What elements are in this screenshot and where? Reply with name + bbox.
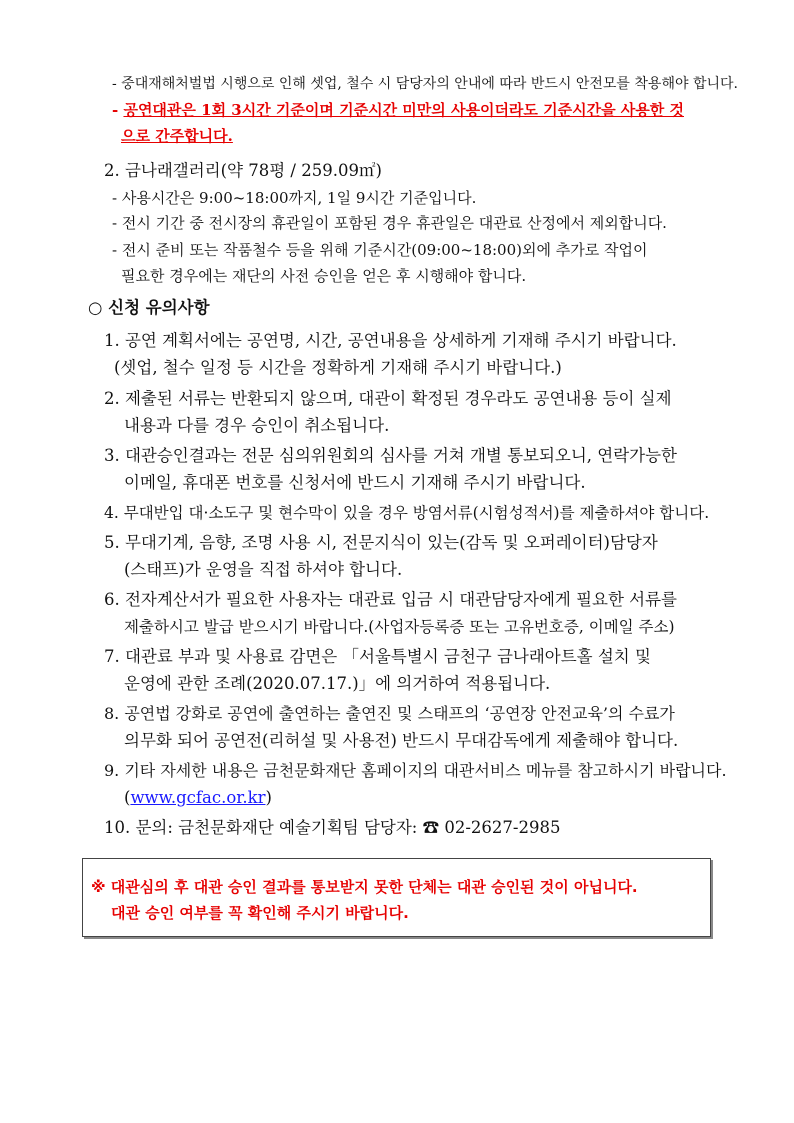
- website-link[interactable]: www.gcfac.or.kr: [130, 788, 266, 807]
- note-7-cont: 운영에 관한 조례(2020.07.17.)」에 의거하여 적용됩니다.: [124, 674, 551, 693]
- note-2-cont: 내용과 다를 경우 승인이 취소됩니다.: [124, 416, 390, 435]
- note-6-cont: 제출하시고 발급 받으시기 바랍니다.(사업자등록증 또는 고유번호증, 이메일 주소): [124, 618, 675, 636]
- note-3: 3. 대관승인결과는 전문 심의위원회의 심사를 거쳐 개별 통보되오니, 연락가능한: [104, 446, 677, 465]
- red-bullet-dash: -: [112, 101, 124, 119]
- gallery-hours: - 사용시간은 9:00~18:00까지, 1일 9시간 기준입니다.: [112, 189, 477, 207]
- note-3-cont: 이메일, 휴대폰 번호를 신청서에 반드시 기재해 주시기 바랍니다.: [124, 473, 586, 492]
- note-2: 2. 제출된 서류는 반환되지 않으며, 대관이 확정된 경우라도 공연내용 등이 실제: [104, 389, 672, 408]
- note-4: 4. 무대반입 대·소도구 및 현수막이 있을 경우 방염서류(시험성적서)를 제출하셔야 합니다.: [104, 504, 710, 522]
- note-1: 1. 공연 계획서에는 공연명, 시간, 공연내용을 상세하게 기재해 주시기 바랍니다.: [104, 331, 677, 350]
- website-close-paren: ): [265, 788, 272, 807]
- note-5-cont: (스태프)가 운영을 직접 하셔야 합니다.: [124, 560, 403, 579]
- note-7: 7. 대관료 부과 및 사용료 감면은 「서울특별시 금천구 금나래아트홀 설치 및: [104, 647, 651, 666]
- website-open-paren: (: [124, 788, 131, 807]
- gallery-extra-work: - 전시 준비 또는 작품철수 등을 위해 기준시간(09:00~18:00)외에 추가로 작업이: [112, 241, 648, 259]
- gallery-closed-days: - 전시 기간 중 전시장의 휴관일이 포함된 경우 휴관일은 대관료 산정에서 제외합니다.: [112, 214, 667, 232]
- note-6: 6. 전자계산서가 필요한 사용자는 대관료 입금 시 대관담당자에게 필요한 서류를: [104, 590, 677, 609]
- section-title: ○ 신청 유의사항: [88, 298, 210, 317]
- note-8: 8. 공연법 강화로 공연에 출연하는 출연진 및 스태프의 ‘공연장 안전교육’의 수료가: [104, 704, 675, 723]
- gallery-title: 2. 금나래갤러리(약 78평 / 259.09㎡): [104, 161, 382, 180]
- gallery-approval: 필요한 경우에는 재단의 사전 승인을 얻은 후 시행해야 합니다.: [121, 267, 527, 285]
- safety-helmet-note: - 중대재해처벌법 시행으로 인해 셋업, 철수 시 담당자의 안내에 따라 반드시 안전모를 착용해야 합니다.: [112, 76, 738, 92]
- website-line: [124, 788, 272, 808]
- note-9: 9. 기타 자세한 내용은 금천문화재단 홈페이지의 대관서비스 메뉴를 참고하시기 바랍니다.: [104, 761, 727, 780]
- notice-line1: ※ 대관심의 후 대관 승인 결과를 통보받지 못한 단체는 대관 승인된 것이 아닙니다.: [91, 878, 638, 896]
- notice-box: [82, 858, 711, 937]
- note-1-sub: (셋업, 철수 일정 등 시간을 정확하게 기재해 주시기 바랍니다.): [114, 358, 562, 377]
- red-rule-line1: 공연대관은 1회 3시간 기준이며 기준시간 미만의 사용이더라도 기준시간을 사용한 것: [123, 101, 684, 119]
- note-8-cont: 의무화 되어 공연전(리허설 및 사용전) 반드시 무대감독에게 제출해야 합니다.: [124, 731, 679, 750]
- notice-line2: 대관 승인 여부를 꼭 확인해 주시기 바랍니다.: [111, 904, 409, 922]
- red-rule-line2: 으로 간주합니다.: [121, 127, 233, 145]
- note-5: 5. 무대기계, 음향, 조명 사용 시, 전문지식이 있는(감독 및 오퍼레이터)담당자: [104, 533, 658, 552]
- contact-line: 10. 문의: 금천문화재단 예술기획팀 담당자: ☎ 02-2627-2985: [104, 818, 561, 837]
- performance-hall-rule: [112, 100, 684, 120]
